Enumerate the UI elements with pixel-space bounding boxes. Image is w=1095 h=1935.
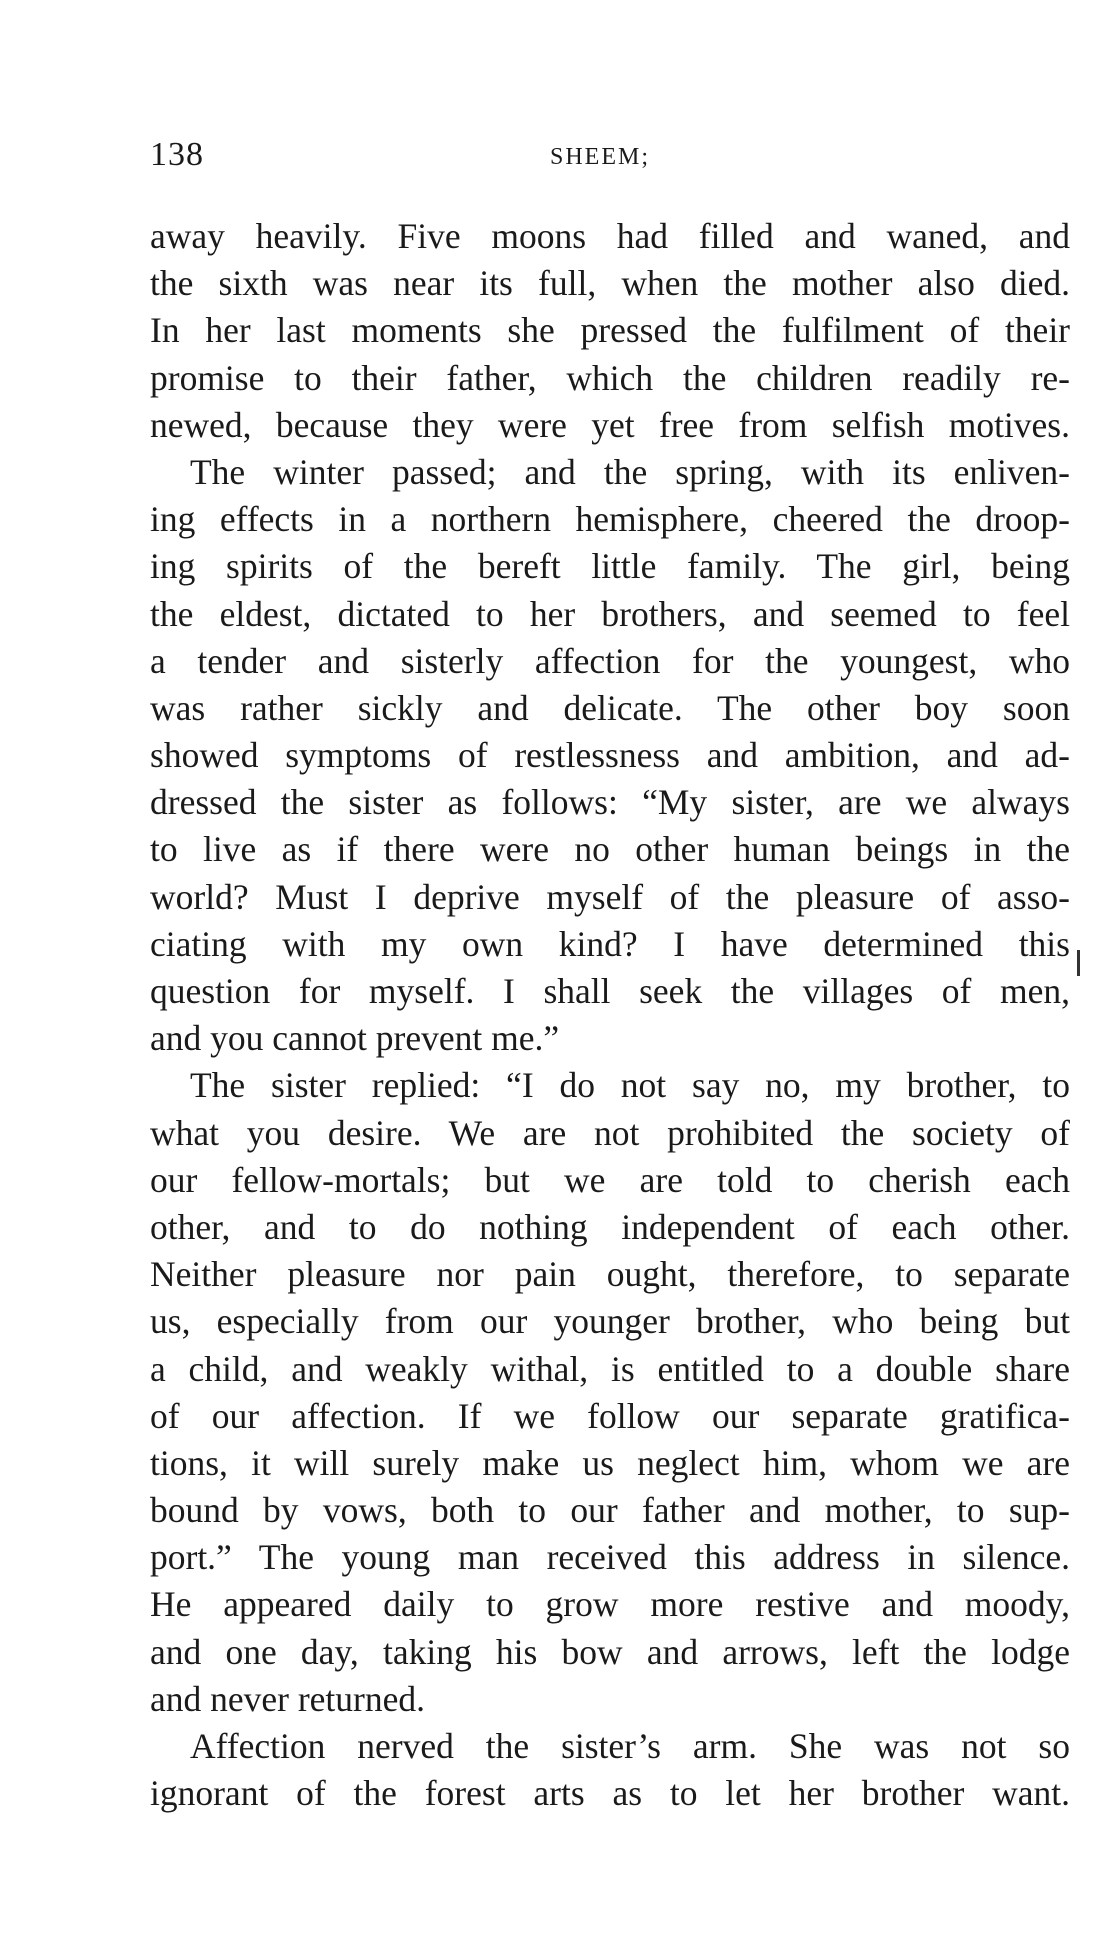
text-line: Neither pleasure nor pain ought, therefore, to separate xyxy=(150,1254,1070,1295)
margin-mark xyxy=(1077,950,1080,976)
text-line: tions, it will surely make us neglect him, whom we are xyxy=(150,1442,1070,1483)
text-line: ing spirits of the bereft little family. The girl, being xyxy=(150,546,1070,587)
text-line: a tender and sisterly affection for the youngest, who xyxy=(150,640,1070,681)
text-line: the sixth was near its full, when the mother also died. xyxy=(150,263,1070,304)
text-line: He appeared daily to grow more restive and moody, xyxy=(150,1584,1070,1625)
paragraph xyxy=(150,1062,1070,1723)
text-line: of our affection. If we follow our separate gratifica- xyxy=(150,1395,1070,1436)
text-line: port.” The young man received this address in silence. xyxy=(150,1537,1070,1578)
text-line: Affection nerved the sister’s arm. She was not so xyxy=(190,1726,1070,1766)
paragraph xyxy=(150,213,1070,449)
text-line: In her last moments she pressed the fulfilment of their xyxy=(150,310,1070,351)
text-line: other, and to do nothing independent of each other. xyxy=(150,1206,1070,1247)
body-text xyxy=(150,213,1070,1817)
paragraph xyxy=(150,449,1070,1062)
text-line: and never returned. xyxy=(150,1678,425,1719)
text-line: and one day, taking his bow and arrows, left the lodge xyxy=(150,1631,1070,1672)
text-line: The winter passed; and the spring, with its enliven- xyxy=(190,451,1070,492)
text-line: and you cannot prevent me.” xyxy=(150,1018,560,1059)
text-line: bound by vows, both to our father and mother, to sup- xyxy=(150,1490,1070,1531)
text-line: us, especially from our younger brother, who being but xyxy=(150,1301,1070,1342)
page-number: 138 xyxy=(150,136,204,173)
text-line: our fellow-mortals; but we are told to cherish each xyxy=(150,1159,1070,1200)
text-line: ciating with my own kind? I have determined this xyxy=(150,923,1070,964)
paragraph xyxy=(150,1723,1070,1817)
text-line: dressed the sister as follows: “My sister, are we always xyxy=(150,782,1070,823)
text-line: world? Must I deprive myself of the pleasure of asso- xyxy=(150,876,1070,917)
text-line: ing effects in a northern hemisphere, cheered the droop- xyxy=(150,499,1070,540)
text-line: The sister replied: “I do not say no, my brother, to xyxy=(190,1065,1070,1106)
text-line: the eldest, dictated to her brothers, and seemed to feel xyxy=(150,593,1070,634)
text-line: was rather sickly and delicate. The other boy soon xyxy=(150,687,1070,728)
text-line: to live as if there were no other human beings in the xyxy=(150,829,1070,870)
text-line: away heavily. Five moons had filled and waned, and xyxy=(150,216,1070,256)
running-head: SHEEM; xyxy=(550,144,651,170)
text-line: promise to their father, which the children readily re- xyxy=(150,357,1070,398)
text-line: question for myself. I shall seek the villages of men, xyxy=(150,971,1070,1011)
text-line: newed, because they were yet free from selfish motives. xyxy=(150,404,1070,445)
text-line: ignorant of the forest arts as to let her brother want. xyxy=(150,1773,1070,1814)
page-header xyxy=(150,136,1070,176)
text-line: a child, and weakly withal, is entitled to a double share xyxy=(150,1348,1070,1389)
text-line: what you desire. We are not prohibited the society of xyxy=(150,1112,1070,1153)
text-line: showed symptoms of restlessness and ambition, and ad- xyxy=(150,735,1070,776)
